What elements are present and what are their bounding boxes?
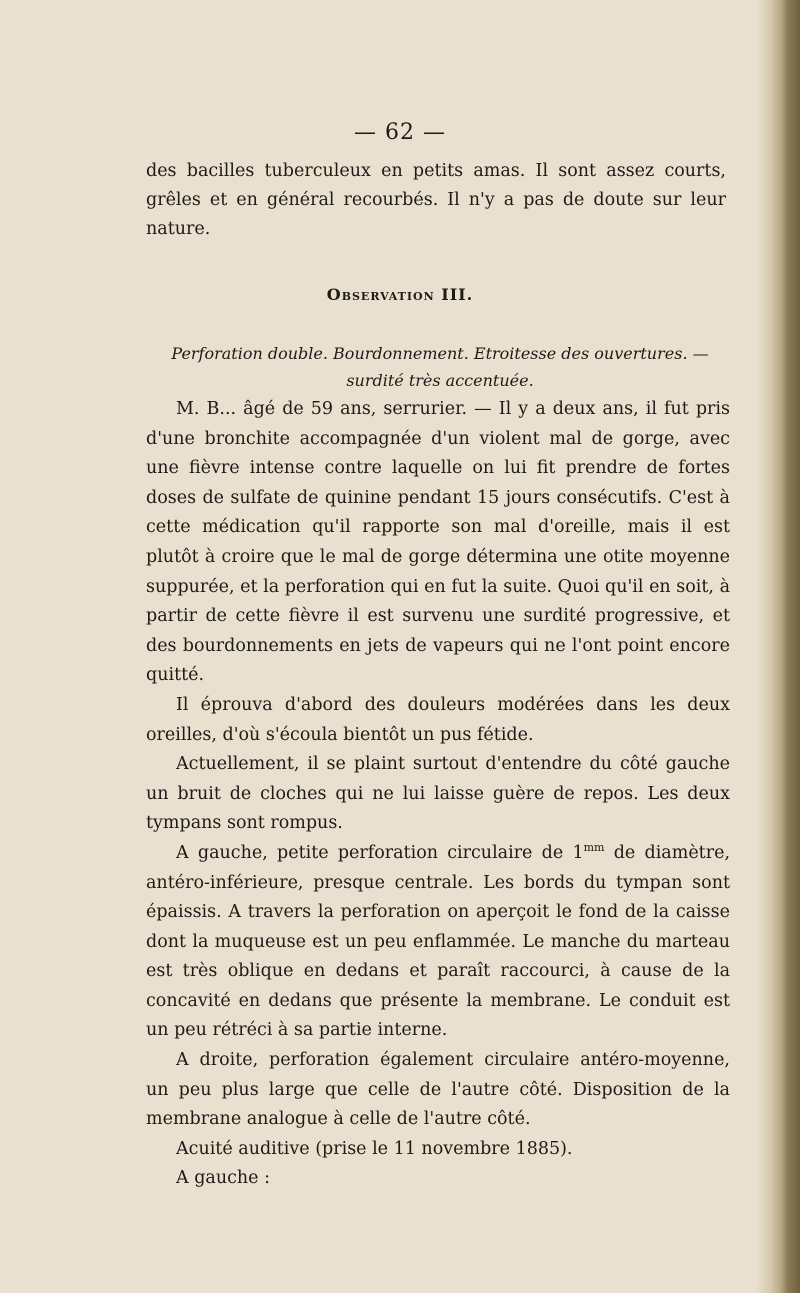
observation-heading: Observation III. [326, 285, 474, 304]
symptoms-paragraph: Actuellement, il se plaint surtout d'entendre du côté gauche un bruit de cloches qui ne lui laisse guère de repos. Les deux tympans sont rompus. [146, 754, 730, 834]
acuity-line: Acuité auditive (prise le 11 novembre 1885). [176, 1138, 573, 1159]
left-ear-text-end: de diamètre, antéro-inférieure, presque centrale. Les bords du tympan sont épaissis. A travers la perforation on aperçoit le fond de la caisse dont la muqueuse est un peu enflammée. Le manche du marteau est très oblique en dedans et paraît raccourci, à cause de la concavité en dedans que présente la membrane. Le conduit est un peu rétréci à sa partie interne. [146, 842, 731, 1041]
page-edge [770, 0, 800, 1293]
page-edge-shadow [756, 0, 770, 1293]
page-number: — 62 — [354, 120, 446, 145]
left-label-line: A gauche : [176, 1168, 270, 1189]
left-ear-paragraph [146, 839, 730, 1046]
millimeter-unit: mm [583, 841, 605, 855]
observation-subtitle: Perforation double. Bourdonnement. Etroitesse des ouvertures. — surdité très accentuée. [171, 344, 709, 390]
pain-paragraph: Il éprouva d'abord des douleurs modérées dans les deux oreilles, d'où s'écoula bientôt un pus fétide. [146, 694, 730, 745]
observation-body [146, 395, 730, 1194]
intro-paragraph: des bacilles tuberculeux en petits amas. Il sont assez courts, grêles et en général recourbés. Il n'y a pas de doute sur leur nature. [146, 161, 726, 239]
right-ear-paragraph: A droite, perforation également circulaire antéro-moyenne, un peu plus large que celle de l'autre côté. Disposition de la membrane analogue à celle de l'autre côté. [146, 1050, 730, 1130]
history-paragraph: M. B... âgé de 59 ans, serrurier. — Il y a deux ans, il fut pris d'une bronchite accompagnée d'un violent mal de gorge, avec une fièvre intense contre laquelle on lui fit prendre de fortes doses de sulfate de quinine pendant 15 jours consécutifs. C'est à cette médication qu'il rapporte son mal d'oreille, mais il est plutôt à croire que le mal de gorge détermina une otite moyenne suppurée, et la perforation qui en fut la suite. Quoi qu'il en soit, à partir de cette fièvre il est survenu une surdité progressive, et des bourdonnements en jets de vapeurs qui ne l'ont point encore quitté. [146, 399, 730, 686]
left-ear-text-start: A gauche, petite perforation circulaire de 1 [176, 842, 584, 863]
